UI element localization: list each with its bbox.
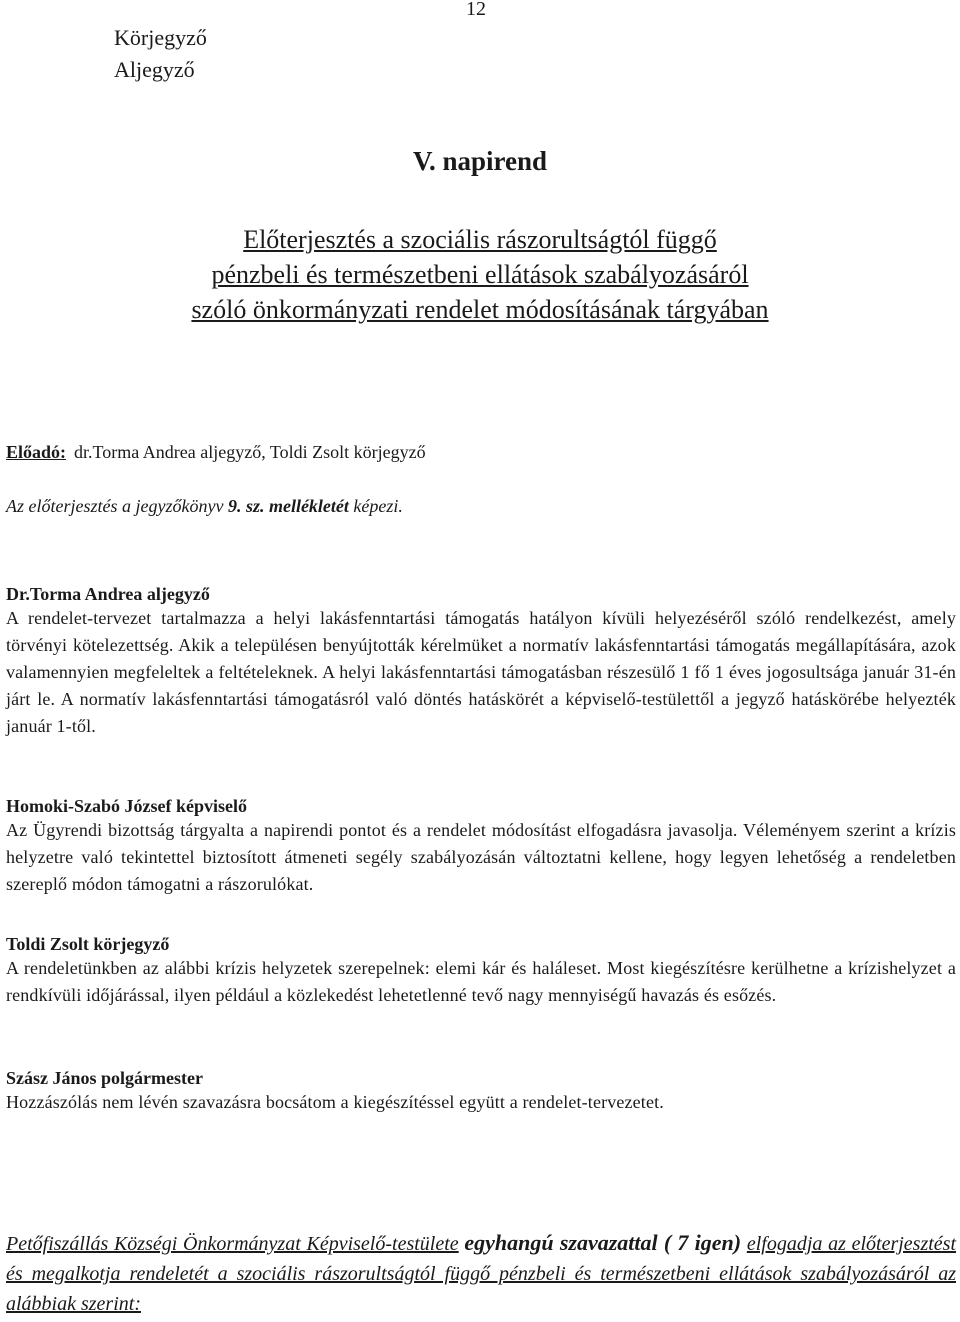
document-title [0,222,960,327]
agenda-heading: V. napirend [412,146,548,176]
statement-4 [6,1068,956,1116]
statement-text: A rendelet-tervezet tartalmazza a helyi lakásfenntartási támogatás hatályon kívüli helyezéséről szóló rendelkezést, amely törvényi kötelezettség. Akik a településen benyújtották kérelmüket a normatív lakásfenntartási támogatás megállapítására, azok valamennyien megfeleltek a feltételeknek. A helyi lakásfenntartási támogatásban részesülő 1 fő 1 éves jogosultsága január 31-én járt le. A normatív lakásfenntartási támogatásról való döntés hatáskörét a képviselő-testülettől a jegyző hatáskörébe helyezték január 1-től. [6,608,956,736]
appendix-pre: Az előterjesztés a jegyzőkönyv [6,496,228,516]
speaker-name: Szász János polgármester [6,1068,203,1088]
roles-block [114,22,207,86]
statement-text: Az Ügyrendi bizottság tárgyalta a napirendi pontot és a rendelet módosítást elfogadásra javasolja. Véleményem szerint a krízis helyzetre való tekintettel biztosított átmeneti segély szabályozásán változtatni kellene, hogy legyen lehetőség a rendeletben szereplő módon támogatni a rászorulókat. [6,820,956,894]
statement-text: Hozzászólás nem lévén szavazásra bocsátom a kiegészítéssel együtt a rendelet-tervezetet. [6,1092,664,1112]
role-aljegyzo: Aljegyző [114,57,195,82]
title-line-2: pénzbeli és természetbeni ellátások szabályozásáról [211,260,749,289]
title-line-3: szóló önkormányzati rendelet módosításának tárgyában [191,295,769,324]
decision-paragraph [6,1228,956,1319]
page-number: 12 [466,0,486,20]
title-line-1: Előterjesztés a szociális rászorultságtól függő [243,225,717,254]
decision-text: elfogadja az előterjesztést és megalkotja rendeletét a szociális rászorultságtól függő pénzbeli és természetbeni ellátások szabályozásáról az alábbiak szerint: [6,1233,957,1315]
appendix-bold: 9. sz. mellékletét [227,496,349,516]
statement-text: A rendeletünkben az alábbi krízis helyzetek szerepelnek: elemi kár és haláleset. Most kiegészítésre kerülhetne a krízishelyzet a rendkívüli időjárással, ilyen például a közlekedést lehetetlenné tevő nagy mennyiségű havazás és esőzés. [6,958,956,1005]
speaker-name: Toldi Zsolt körjegyző [6,934,170,954]
presenter-text: dr.Torma Andrea aljegyző, Toldi Zsolt körjegyző [74,442,426,462]
presenter-line [6,442,956,463]
decision-body: Petőfiszállás Községi Önkormányzat Képviselő-testülete [6,1233,459,1255]
role-korjegyzo: Körjegyző [114,25,207,50]
appendix-note [6,496,956,517]
appendix-post: képezi. [348,496,403,516]
speaker-name: Dr.Torma Andrea aljegyző [6,584,210,604]
decision-vote: egyhangú szavazattal ( 7 igen) [464,1230,742,1255]
statement-3 [6,934,956,1009]
presenter-label: Előadó: [6,442,67,462]
statement-2 [6,796,956,898]
speaker-name: Homoki-Szabó József képviselő [6,796,247,816]
statement-1 [6,584,956,740]
